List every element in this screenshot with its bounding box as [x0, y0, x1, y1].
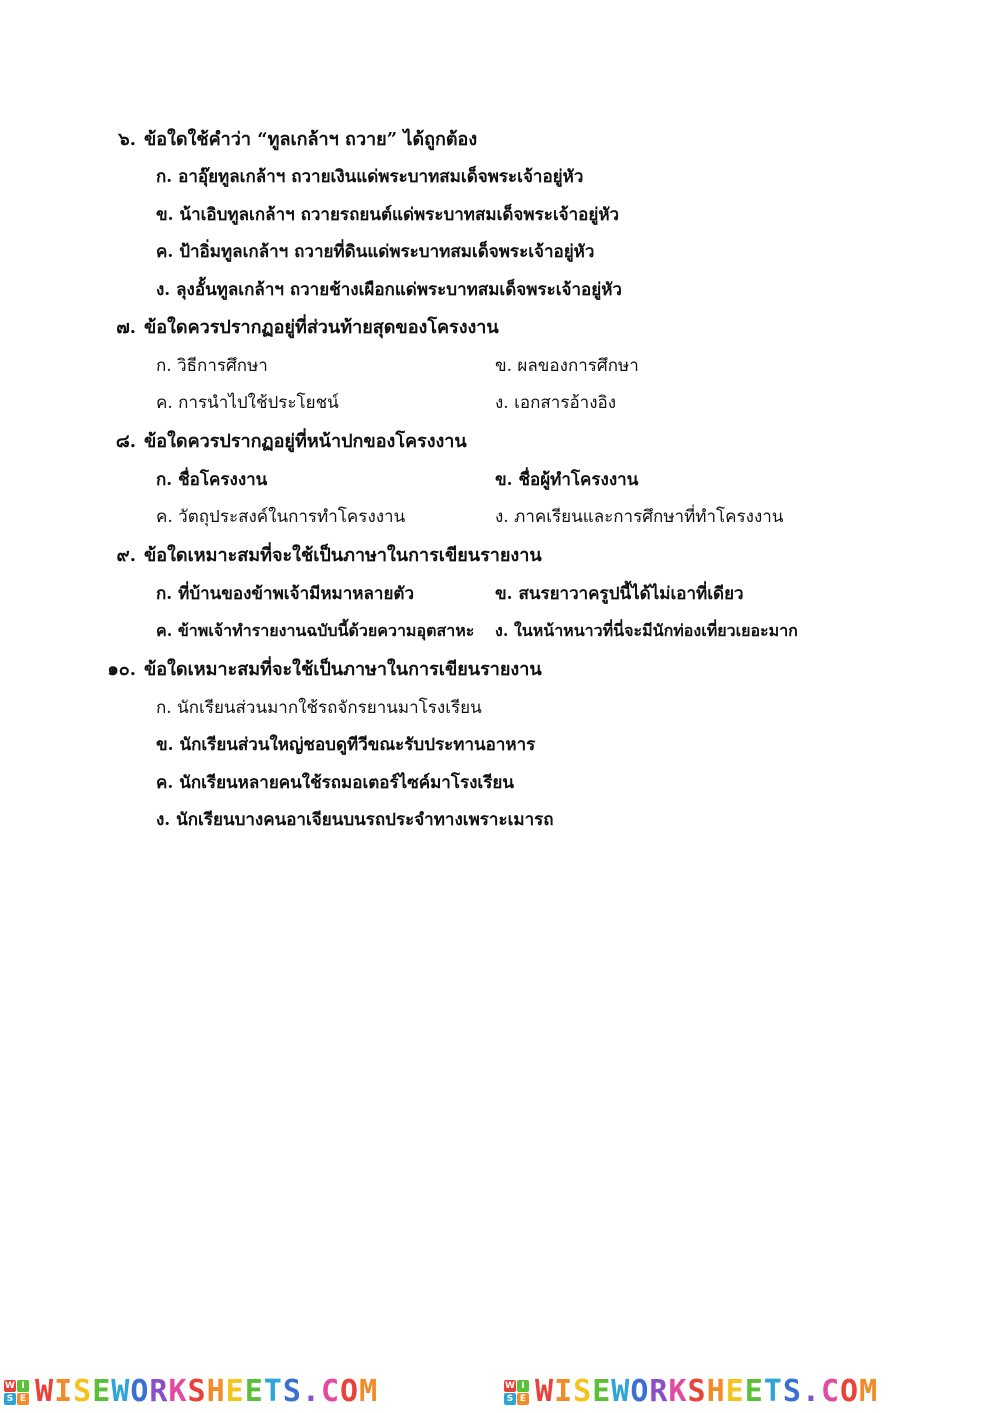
brand-letter: E: [92, 1374, 112, 1409]
option: ค. ข้าพเจ้าทำรายงานฉบับนี้ด้วยความอุตสาหะ: [156, 621, 475, 640]
option: ง. ภาคเรียนและการศึกษาที่ทำโครงงาน: [495, 507, 784, 527]
question-text: ข้อใดควรปรากฏอยู่ที่หน้าปกของโครงงาน: [144, 431, 467, 452]
logo-letter: E: [517, 1393, 529, 1405]
question-text: ข้อใดควรปรากฏอยู่ที่ส่วนท้ายสุดของโครงงาน: [144, 317, 499, 338]
brand-letter: M: [359, 1374, 379, 1409]
option: ง. ลุงอั้นทูลเกล้าฯ ถวายช้างเผือกแด่พระบาทสมเด็จพระเจ้าอยู่หัว: [156, 280, 622, 300]
question-text: ข้อใดใช้คำว่า “ทูลเกล้าฯ ถวาย” ได้ถูกต้อง: [144, 129, 478, 150]
brand-letter: H: [706, 1374, 726, 1409]
brand-text: [535, 1376, 878, 1408]
option: ค. การนำไปใช้ประโยชน์: [156, 393, 339, 413]
brand-letter: .: [801, 1374, 821, 1409]
logo-letter: W: [505, 1380, 515, 1391]
brand-letter: O: [130, 1374, 150, 1409]
brand-letter: R: [149, 1374, 169, 1409]
brand-right[interactable]: [504, 1376, 878, 1408]
brand-letter: T: [763, 1374, 783, 1409]
brand-letter: W: [35, 1374, 55, 1409]
brand-letter: W: [611, 1374, 631, 1409]
brand-letter: I: [54, 1374, 74, 1409]
option: ง. ในหน้าหนาวที่นี่จะมีนักท่องเที่ยวเยอะมาก: [495, 621, 798, 640]
brand-left[interactable]: [4, 1376, 378, 1408]
brand-letter: S: [187, 1374, 207, 1409]
brand-letter: T: [263, 1374, 283, 1409]
brand-letter: .: [301, 1374, 321, 1409]
brand-letter: O: [840, 1374, 860, 1409]
brand-letter: M: [859, 1374, 879, 1409]
question-number: ๘.: [115, 431, 136, 452]
question-number: ๑๐.: [107, 659, 136, 680]
brand-letter: E: [744, 1374, 764, 1409]
question-number: ๖.: [118, 129, 136, 150]
question-number: ๙.: [116, 545, 136, 566]
option: ค. ป้าอิ่มทูลเกล้าฯ ถวายที่ดินแด่พระบาทสมเด็จพระเจ้าอยู่หัว: [156, 242, 595, 262]
option: ก. ที่บ้านของข้าพเจ้ามีหมาหลายตัว: [156, 584, 414, 604]
brand-letter: S: [782, 1374, 802, 1409]
wise-logo-icon: [504, 1380, 529, 1405]
logo-letter: S: [4, 1393, 16, 1405]
brand-letter: C: [820, 1374, 840, 1409]
option: ข. สนรยาวาครูปนี้ได้ไม่เอาที่เดียว: [495, 584, 744, 604]
brand-letter: S: [687, 1374, 707, 1409]
brand-letter: S: [73, 1374, 93, 1409]
option: ข. น้าเอิบทูลเกล้าฯ ถวายรถยนต์แด่พระบาทสมเด็จพระเจ้าอยู่หัว: [156, 205, 620, 225]
brand-letter: E: [725, 1374, 745, 1409]
option: ง. นักเรียนบางคนอาเจียนบนรถประจำทางเพราะเมารถ: [156, 810, 554, 830]
option: ง. เอกสารอ้างอิง: [495, 393, 617, 413]
footer-watermark: [0, 1376, 1000, 1408]
option: ข. นักเรียนส่วนใหญ่ชอบดูทีวีขณะรับประทานอาหาร: [156, 735, 536, 755]
brand-letter: O: [340, 1374, 360, 1409]
brand-letter: H: [206, 1374, 226, 1409]
wise-logo-icon: [4, 1380, 29, 1405]
option: ค. นักเรียนหลายคนใช้รถมอเตอร์ไซค์มาโรงเรียน: [156, 773, 514, 793]
option: ก. ชื่อโครงงาน: [156, 470, 268, 490]
logo-letter: S: [504, 1393, 516, 1405]
logo-letter: W: [5, 1380, 15, 1391]
brand-letter: S: [573, 1374, 593, 1409]
option: ก. อาอุ๊ยทูลเกล้าฯ ถวายเงินแด่พระบาทสมเด็จพระเจ้าอยู่หัว: [156, 167, 584, 187]
brand-letter: K: [668, 1374, 688, 1409]
brand-letter: E: [244, 1374, 264, 1409]
brand-letter: K: [168, 1374, 188, 1409]
brand-letter: I: [554, 1374, 574, 1409]
question-text: ข้อใดเหมาะสมที่จะใช้เป็นภาษาในการเขียนรายงาน: [144, 659, 542, 680]
brand-letter: W: [111, 1374, 131, 1409]
question-text: ข้อใดเหมาะสมที่จะใช้เป็นภาษาในการเขียนรายงาน: [144, 545, 542, 566]
brand-letter: E: [225, 1374, 245, 1409]
brand-letter: C: [320, 1374, 340, 1409]
question-number: ๗.: [116, 317, 136, 338]
logo-letter: I: [17, 1380, 29, 1392]
brand-letter: W: [535, 1374, 555, 1409]
brand-letter: S: [282, 1374, 302, 1409]
brand-text: [35, 1376, 378, 1408]
brand-letter: R: [649, 1374, 669, 1409]
logo-letter: I: [517, 1380, 529, 1392]
option: ข. ชื่อผู้ทำโครงงาน: [495, 470, 639, 490]
option: ก. วิธีการศึกษา: [156, 356, 268, 376]
logo-letter: E: [17, 1393, 29, 1405]
option: ค. วัตถุประสงค์ในการทำโครงงาน: [156, 507, 406, 527]
brand-letter: O: [630, 1374, 650, 1409]
option: ข. ผลของการศึกษา: [495, 356, 639, 376]
brand-letter: E: [592, 1374, 612, 1409]
option: ก. นักเรียนส่วนมากใช้รถจักรยานมาโรงเรียน: [156, 698, 482, 718]
